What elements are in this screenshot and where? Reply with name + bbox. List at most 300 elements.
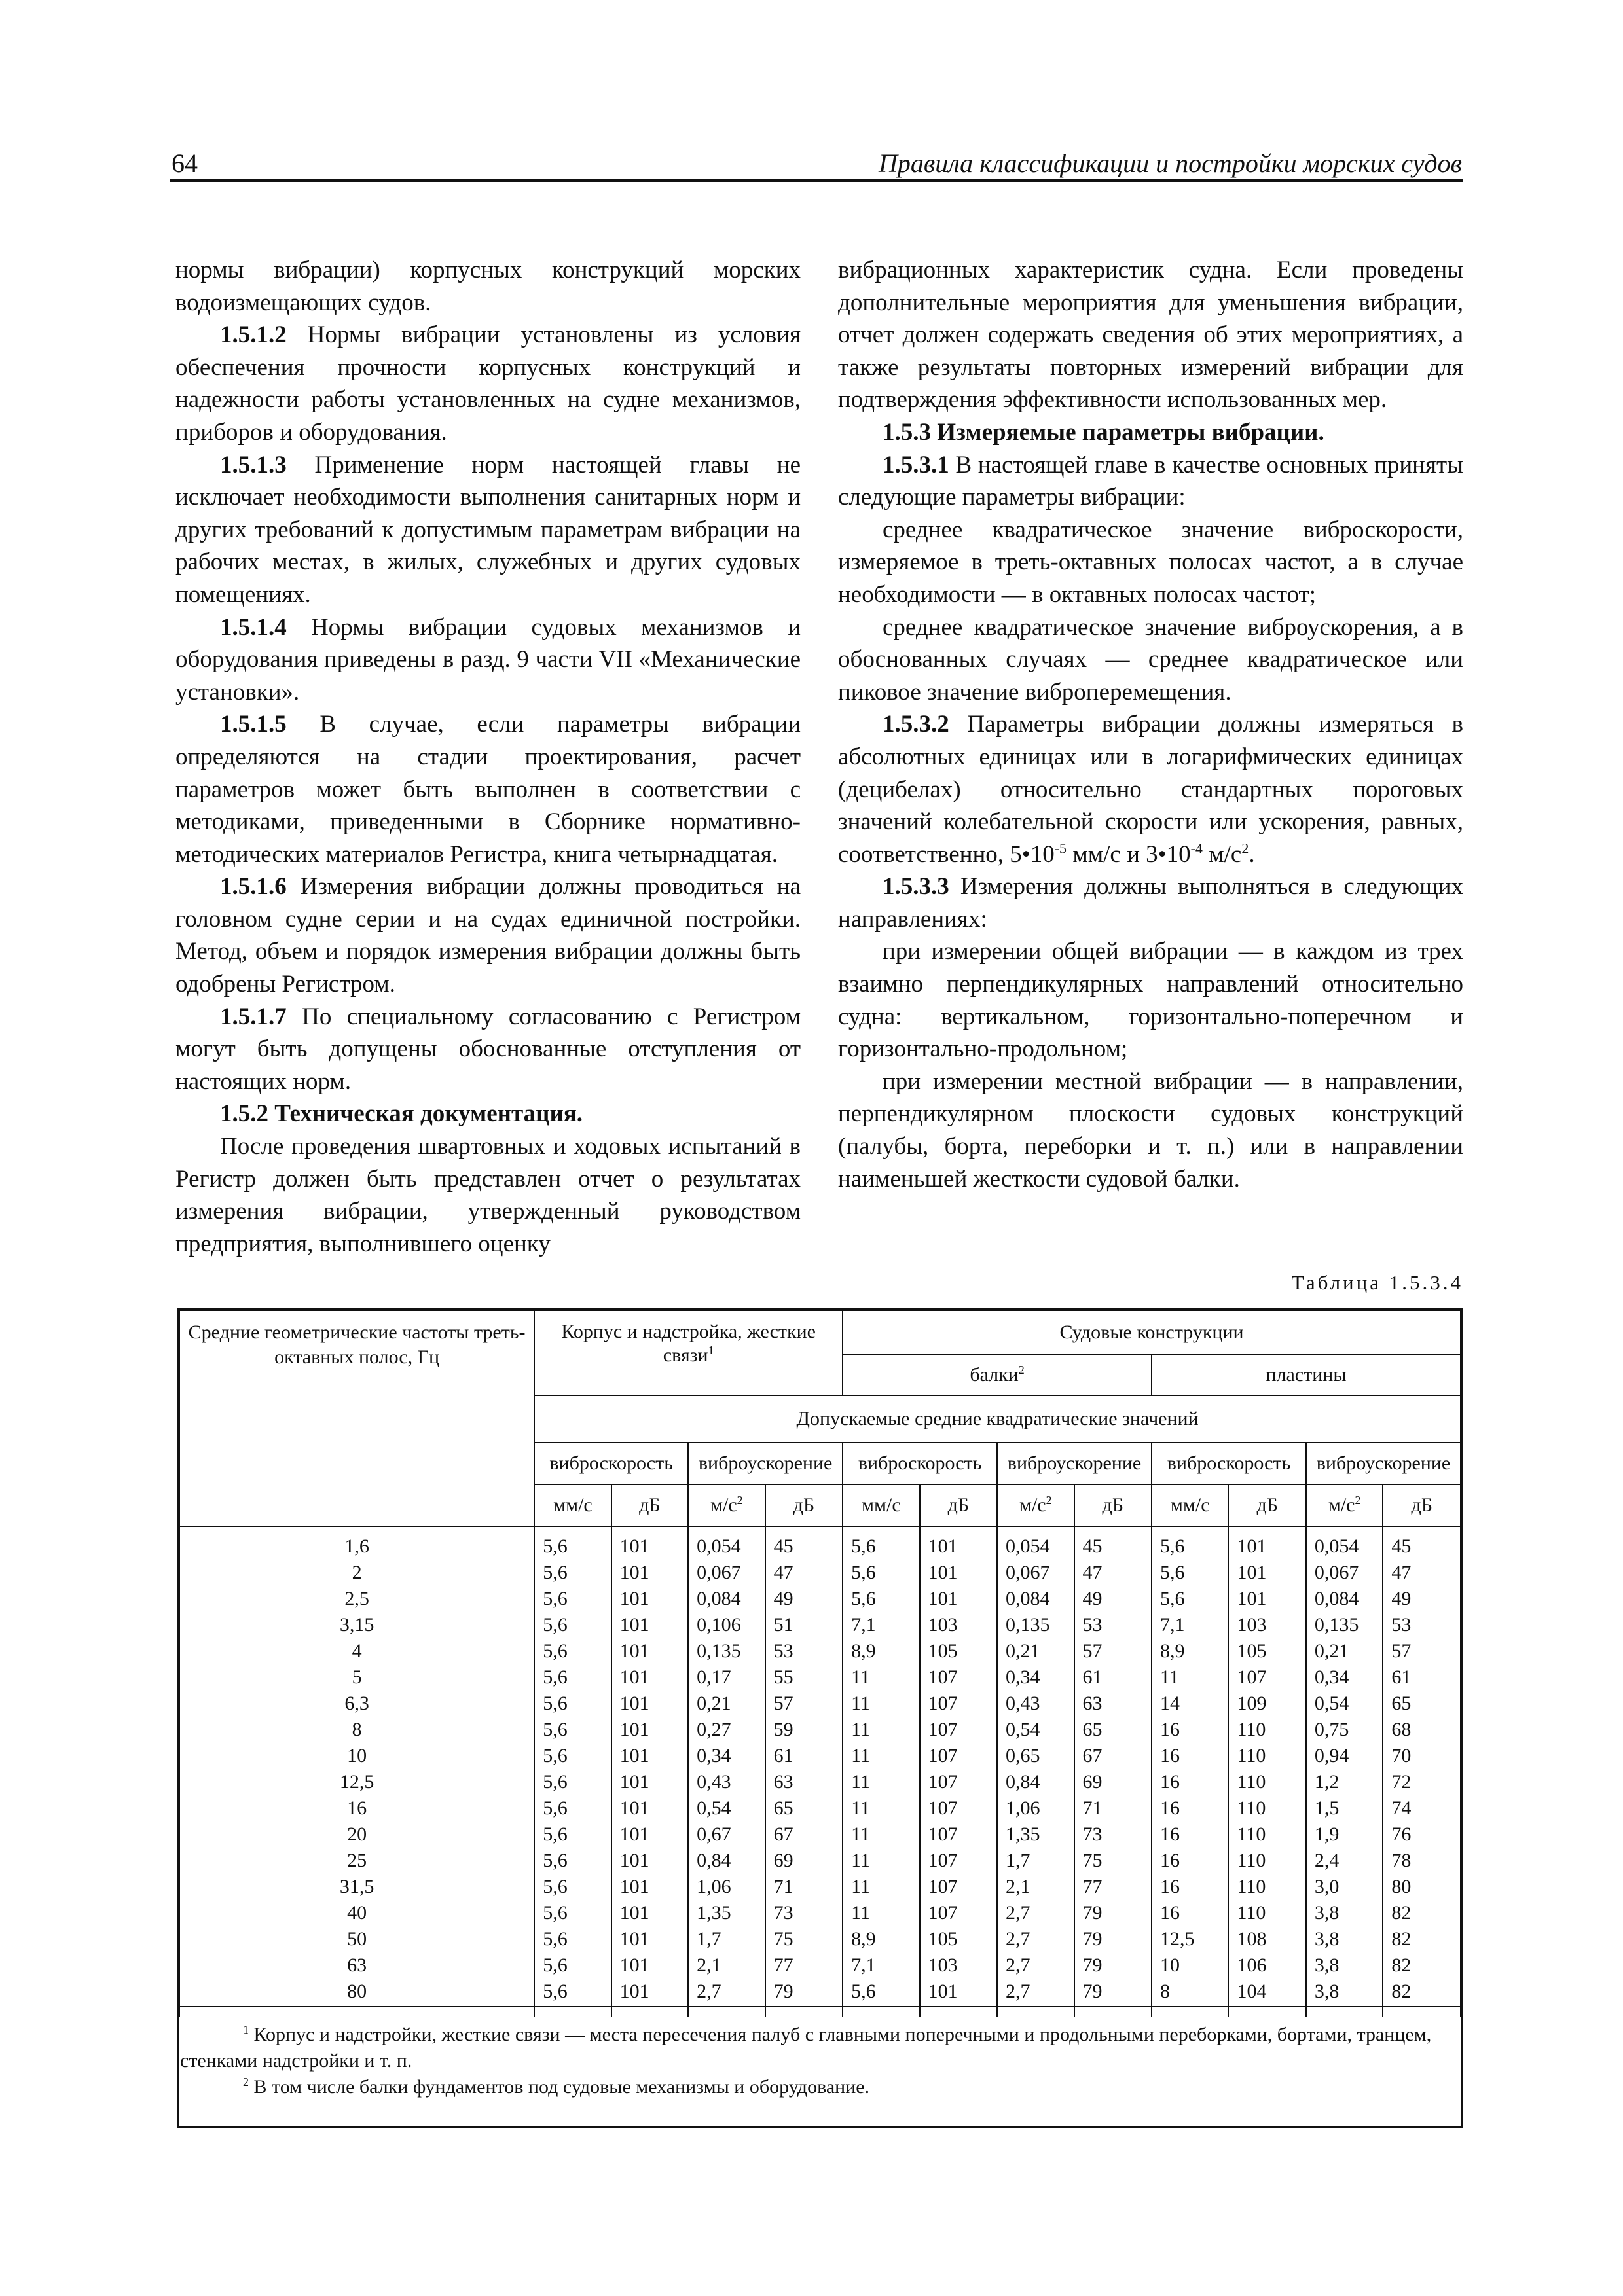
clause-text: По специальному согласованию с Регистром могут быть допущены обоснованные отступления от настоящих норм. [175,1003,801,1095]
value-cell: 11 [843,1769,919,1795]
value-cell: 65 [1383,1691,1461,1717]
paragraph-1-5-1-6 [175,870,801,1000]
value-cell: 80 [1383,1874,1461,1900]
value-cell: 73 [765,1900,843,1926]
exponent: 2 [1241,840,1249,857]
value-cell: 5,6 [534,1952,611,1979]
table-row [179,1769,1461,1795]
table-footnotes [179,2006,1461,2100]
value-cell: 65 [1074,1717,1152,1743]
value-cell: 101 [611,1691,688,1717]
clause-number: 1.5.3.1 [883,451,949,478]
value-cell: 2,7 [997,1979,1074,2017]
value-cell: 65 [765,1795,843,1821]
unit-header: мм/с [843,1484,919,1526]
value-cell: 5,6 [843,1586,919,1612]
value-cell: 78 [1383,1848,1461,1874]
value-cell: 0,067 [997,1560,1074,1586]
value-cell: 63 [1074,1691,1152,1717]
footnote-1 [180,2022,1460,2074]
value-cell: 101 [611,1743,688,1769]
value-cell: 110 [1228,1821,1305,1848]
frequency-cell: 50 [179,1926,534,1952]
value-cell: 11 [843,1848,919,1874]
value-cell: 67 [1074,1743,1152,1769]
value-cell: 74 [1383,1795,1461,1821]
frequency-cell: 8 [179,1717,534,1743]
value-cell: 0,084 [1306,1586,1383,1612]
value-cell: 101 [611,1769,688,1795]
value-cell: 1,06 [688,1874,765,1900]
table-row [179,1874,1461,1900]
value-cell: 107 [920,1717,997,1743]
value-cell: 77 [765,1952,843,1979]
value-cell: 79 [1074,1900,1152,1926]
unit-exponent: 2 [1355,1494,1361,1507]
value-cell: 101 [611,1979,688,2017]
page-number: 64 [172,149,198,178]
value-cell: 76 [1383,1821,1461,1848]
value-cell: 5,6 [534,1717,611,1743]
unit-exponent: 2 [1046,1494,1052,1507]
value-cell: 101 [611,1638,688,1664]
value-cell: 110 [1228,1900,1305,1926]
clause-number: 1.5.1.4 [220,613,287,641]
frequency-cell: 4 [179,1638,534,1664]
footnote-2 [180,2074,1460,2100]
value-cell: 1,7 [997,1848,1074,1874]
paragraph: вибрационных характеристик судна. Если проведены дополнительные мероприятия для уменьшения вибрации, отчет должен содержать сведения об этих мероприятиях, а также результаты повторных измерений вибрации для подтверждения эффективности использованных мер. [838,257,1463,414]
value-cell: 107 [920,1691,997,1717]
value-cell: 16 [1152,1874,1228,1900]
value-cell: 3,8 [1306,1952,1383,1979]
acceleration-header: виброускорение [997,1443,1152,1484]
value-cell: 8 [1152,1979,1228,2017]
paragraph-1-5-1-4 [175,611,801,709]
table-row [179,1717,1461,1743]
value-cell: 53 [1383,1612,1461,1638]
value-cell: 0,054 [997,1526,1074,1560]
value-cell: 47 [765,1560,843,1586]
paragraph-1-5-3-3 [838,870,1463,935]
unit-text: м/с [710,1494,737,1516]
value-cell: 0,75 [1306,1717,1383,1743]
value-cell: 45 [765,1526,843,1560]
value-cell: 5,6 [534,1526,611,1560]
value-cell: 79 [765,1979,843,2017]
value-cell: 0,94 [1306,1743,1383,1769]
value-cell: 5,6 [534,1926,611,1952]
value-cell: 5,6 [1152,1586,1228,1612]
value-cell: 0,135 [997,1612,1074,1638]
clause-number: 1.5.3.2 [883,711,949,738]
value-cell: 107 [920,1821,997,1848]
clause-text: Параметры вибрации должны измеряться в абсолютных единицах или в логарифмических единицах (децибелах) относительно стандартных пороговых значений колебательной скорости или ускорения, равных, соответственно, 5•10 [838,711,1463,868]
velocity-header: виброскорость [1152,1443,1306,1484]
value-cell: 2,1 [997,1874,1074,1900]
value-cell: 55 [765,1664,843,1691]
frequency-cell: 25 [179,1848,534,1874]
value-cell: 101 [611,1717,688,1743]
footnote-text: Корпус и надстройки, жесткие связи — места пересечения палуб с главными поперечными и продольными переборками, бортами, транцем, стенками надстройки и т. п. [180,2024,1432,2072]
value-cell: 106 [1228,1952,1305,1979]
value-cell: 108 [1228,1926,1305,1952]
unit-header: дБ [765,1484,843,1526]
table-row [179,1821,1461,1848]
unit-header: мм/с [1152,1484,1228,1526]
value-cell: 103 [920,1612,997,1638]
value-cell: 5,6 [534,1586,611,1612]
table-row [179,1952,1461,1979]
value-cell: 5,6 [843,1979,919,2017]
value-cell: 11 [843,1874,919,1900]
value-cell: 101 [611,1848,688,1874]
value-cell: 1,7 [688,1926,765,1952]
paragraph-1-5-3-2 [838,708,1463,870]
value-cell: 0,84 [688,1848,765,1874]
clause-text: . [1249,840,1255,868]
table-row [179,1691,1461,1717]
value-cell: 11 [843,1795,919,1821]
value-cell: 5,6 [1152,1560,1228,1586]
value-cell: 82 [1383,1979,1461,2017]
value-cell: 0,084 [688,1586,765,1612]
section-heading-1-5-2 [175,1098,801,1130]
value-cell: 53 [1074,1612,1152,1638]
value-cell: 110 [1228,1769,1305,1795]
value-cell: 57 [1074,1638,1152,1664]
value-cell: 0,54 [688,1795,765,1821]
value-cell: 10 [1152,1952,1228,1979]
value-cell: 101 [611,1612,688,1638]
value-cell: 1,35 [688,1900,765,1926]
value-cell: 11 [843,1900,919,1926]
value-cell: 82 [1383,1952,1461,1979]
value-cell: 53 [765,1638,843,1664]
value-cell: 68 [1383,1717,1461,1743]
value-cell: 8,9 [843,1926,919,1952]
value-cell: 5,6 [843,1526,919,1560]
section-heading-1-5-3 [838,416,1463,449]
table-row [179,1612,1461,1638]
frequency-cell: 2 [179,1560,534,1586]
value-cell: 110 [1228,1848,1305,1874]
value-cell: 14 [1152,1691,1228,1717]
value-cell: 5,6 [534,1560,611,1586]
ship-structures-header: Судовые конструкции [843,1310,1461,1355]
value-cell: 61 [765,1743,843,1769]
value-cell: 0,106 [688,1612,765,1638]
value-cell: 0,34 [997,1664,1074,1691]
value-cell: 101 [611,1586,688,1612]
unit-text: м/с [1019,1494,1046,1516]
clause-number: 1.5.3.3 [883,873,949,901]
value-cell: 1,35 [997,1821,1074,1848]
value-cell: 107 [920,1795,997,1821]
frequency-header: Средние геометрические частоты треть-октавных полос, Гц [179,1310,534,1526]
value-cell: 61 [1074,1664,1152,1691]
value-cell: 63 [765,1769,843,1795]
left-column [175,254,801,1260]
value-cell: 0,43 [997,1691,1074,1717]
paragraph: при измерении местной вибрации — в направлении, перпендикулярном плоскости судовых конструкций (палубы, борта, переборки и т. п.) или в направлении наименьшей жесткости судовой балки. [838,1067,1463,1193]
footnote-ref: 1 [708,1344,714,1357]
value-cell: 11 [843,1664,919,1691]
value-cell: 0,84 [997,1769,1074,1795]
value-cell: 79 [1074,1979,1152,2017]
value-cell: 77 [1074,1874,1152,1900]
frequency-cell: 20 [179,1821,534,1848]
value-cell: 107 [920,1848,997,1874]
footnote-ref: 2 [1018,1363,1025,1376]
running-title: Правила классификации и постройки морских судов [878,149,1462,178]
value-cell: 16 [1152,1717,1228,1743]
value-cell: 101 [1228,1526,1305,1560]
clause-text: Измерения должны выполняться в следующих направлениях: [838,873,1463,933]
value-cell: 8,9 [1152,1638,1228,1664]
heading-text: 1.5.3 Измеряемые параметры вибрации. [883,418,1324,446]
frequency-cell: 40 [179,1900,534,1926]
value-cell: 51 [765,1612,843,1638]
clause-text: Нормы вибрации судовых механизмов и оборудования приведены в разд. 9 части VII «Механические установки». [175,613,801,706]
clause-text: Применение норм настоящей главы не исключает необходимости выполнения санитарных норм и других требований к допустимым параметрам вибрации на рабочих местах, в жилых, служебных и других судовых помещениях. [175,451,801,608]
value-cell: 0,054 [1306,1526,1383,1560]
value-cell: 2,4 [1306,1848,1383,1874]
value-cell: 5,6 [534,1874,611,1900]
value-cell: 79 [1074,1952,1152,1979]
table-row [179,1560,1461,1586]
value-cell: 11 [843,1743,919,1769]
exponent: -4 [1190,840,1203,857]
value-cell: 70 [1383,1743,1461,1769]
table-caption: Таблица 1.5.3.4 [1291,1271,1463,1294]
clause-text: м/с [1202,840,1242,868]
frequency-cell: 12,5 [179,1769,534,1795]
value-cell: 12,5 [1152,1926,1228,1952]
value-cell: 0,17 [688,1664,765,1691]
value-cell: 5,6 [534,1638,611,1664]
paragraph-1-5-1-2 [175,319,801,448]
plates-header: пластины [1152,1355,1461,1395]
value-cell: 69 [1074,1769,1152,1795]
value-cell: 5,6 [843,1560,919,1586]
value-cell: 101 [920,1526,997,1560]
acceleration-header: виброускорение [1306,1443,1461,1484]
value-cell: 0,135 [688,1638,765,1664]
value-cell: 101 [1228,1560,1305,1586]
running-header [170,145,1463,182]
value-cell: 101 [1228,1586,1305,1612]
unit-header [997,1484,1074,1526]
value-cell: 71 [765,1874,843,1900]
value-cell: 75 [765,1926,843,1952]
value-cell: 1,2 [1306,1769,1383,1795]
frequency-cell: 10 [179,1743,534,1769]
value-cell: 0,67 [688,1821,765,1848]
value-cell: 101 [611,1795,688,1821]
heading-text: 1.5.2 Техническая документация. [220,1100,583,1128]
value-cell: 5,6 [534,1769,611,1795]
value-cell: 7,1 [1152,1612,1228,1638]
clause-number: 1.5.1.6 [220,873,287,901]
value-cell: 71 [1074,1795,1152,1821]
value-cell: 0,054 [688,1526,765,1560]
frequency-cell: 1,6 [179,1526,534,1560]
exponent: -5 [1054,840,1067,857]
value-cell: 5,6 [534,1979,611,2017]
paragraph: при измерении общей вибрации — в каждом из трех взаимно перпендикулярных направлений относительно судна: вертикальном, горизонтально-поперечном и горизонтально-продольном; [838,938,1463,1063]
clause-number: 1.5.1.5 [220,711,287,738]
value-cell: 105 [920,1926,997,1952]
value-cell: 11 [843,1691,919,1717]
value-cell: 3,8 [1306,1979,1383,2017]
value-cell: 1,9 [1306,1821,1383,1848]
table-body [179,1526,1461,2017]
value-cell: 16 [1152,1821,1228,1848]
unit-text: м/с [1328,1494,1355,1516]
value-cell: 110 [1228,1795,1305,1821]
value-cell: 11 [1152,1664,1228,1691]
value-cell: 3,8 [1306,1926,1383,1952]
beams-header [843,1355,1152,1395]
value-cell: 101 [611,1926,688,1952]
velocity-header: виброскорость [534,1443,688,1484]
value-cell: 47 [1074,1560,1152,1586]
paragraph: нормы вибрации) корпусных конструкций морских водоизмещающих судов. [175,257,801,316]
value-cell: 2,7 [997,1952,1074,1979]
value-cell: 107 [920,1664,997,1691]
value-cell: 103 [920,1952,997,1979]
value-cell: 107 [920,1769,997,1795]
value-cell: 107 [920,1900,997,1926]
footnote-marker: 2 [243,2075,249,2089]
value-cell: 72 [1383,1769,1461,1795]
frequency-cell: 6,3 [179,1691,534,1717]
table-row [179,1795,1461,1821]
table-row [179,1926,1461,1952]
value-cell: 73 [1074,1821,1152,1848]
value-cell: 5,6 [534,1848,611,1874]
clause-text: Нормы вибрации установлены из условия обеспечения прочности корпусных конструкций и надежности работы установленных на судне механизмов, приборов и оборудования. [175,321,801,446]
value-cell: 7,1 [843,1612,919,1638]
value-cell: 101 [920,1586,997,1612]
hull-header-text: Корпус и надстройка, жесткие связи [561,1321,816,1366]
value-cell: 57 [1383,1638,1461,1664]
value-cell: 110 [1228,1743,1305,1769]
value-cell: 79 [1074,1926,1152,1952]
value-cell: 101 [611,1952,688,1979]
value-cell: 110 [1228,1874,1305,1900]
value-cell: 107 [920,1743,997,1769]
value-cell: 101 [611,1900,688,1926]
value-cell: 0,54 [1306,1691,1383,1717]
table-row [179,1526,1461,1560]
value-cell: 107 [1228,1664,1305,1691]
value-cell: 101 [920,1979,997,2017]
value-cell: 49 [1074,1586,1152,1612]
value-cell: 105 [1228,1638,1305,1664]
paragraph-1-5-3-1 [838,449,1463,514]
value-cell: 75 [1074,1848,1152,1874]
frequency-cell: 5 [179,1664,534,1691]
clause-text: мм/с и 3•10 [1067,840,1191,868]
value-cell: 5,6 [534,1821,611,1848]
footnote-text: В том числе балки фундаментов под судовые механизмы и оборудование. [249,2076,870,2098]
value-cell: 47 [1383,1560,1461,1586]
value-cell: 16 [1152,1743,1228,1769]
acceleration-header: виброускорение [688,1443,843,1484]
frequency-cell: 31,5 [179,1874,534,1900]
table-frame [177,1308,1463,2128]
value-cell: 2,7 [688,1979,765,2017]
value-cell: 0,21 [688,1691,765,1717]
value-cell: 49 [1383,1586,1461,1612]
value-cell: 0,21 [1306,1638,1383,1664]
value-cell: 3,0 [1306,1874,1383,1900]
value-cell: 0,084 [997,1586,1074,1612]
table-row [179,1848,1461,1874]
value-cell: 45 [1383,1526,1461,1560]
value-cell: 0,135 [1306,1612,1383,1638]
value-cell: 3,8 [1306,1900,1383,1926]
value-cell: 101 [920,1560,997,1586]
value-cell: 1,06 [997,1795,1074,1821]
frequency-cell: 2,5 [179,1586,534,1612]
value-cell: 109 [1228,1691,1305,1717]
unit-header: дБ [1228,1484,1305,1526]
value-cell: 101 [611,1821,688,1848]
value-cell: 101 [611,1560,688,1586]
value-cell: 8,9 [843,1638,919,1664]
table-row [179,1586,1461,1612]
unit-header: дБ [1074,1484,1152,1526]
value-cell: 101 [611,1526,688,1560]
value-cell: 5,6 [534,1900,611,1926]
value-cell: 0,54 [997,1717,1074,1743]
unit-header: мм/с [534,1484,611,1526]
value-cell: 101 [611,1664,688,1691]
value-cell: 5,6 [534,1691,611,1717]
clause-number: 1.5.1.3 [220,451,287,478]
value-cell: 16 [1152,1848,1228,1874]
value-cell: 104 [1228,1979,1305,2017]
value-cell: 0,65 [997,1743,1074,1769]
frequency-cell: 3,15 [179,1612,534,1638]
unit-header: дБ [1383,1484,1461,1526]
value-cell: 0,21 [997,1638,1074,1664]
paragraph-1-5-1-3 [175,449,801,611]
frequency-cell: 16 [179,1795,534,1821]
value-cell: 103 [1228,1612,1305,1638]
value-cell: 2,7 [997,1900,1074,1926]
value-cell: 5,6 [534,1612,611,1638]
value-cell: 11 [843,1717,919,1743]
value-cell: 69 [765,1848,843,1874]
paragraph: среднее квадратическое значение виброускорения, а в обоснованных случаях — среднее квадратическое или пиковое значение виброперемещения. [838,613,1463,706]
value-cell: 82 [1383,1900,1461,1926]
paragraph: После проведения швартовных и ходовых испытаний в Регистр должен быть представлен отчет о результатах измерения вибрации, утвержденный руководством предприятия, выполнившего оценку [175,1133,801,1257]
table-row [179,1743,1461,1769]
clause-number: 1.5.1.7 [220,1003,287,1030]
value-cell: 7,1 [843,1952,919,1979]
unit-header: дБ [611,1484,688,1526]
unit-exponent: 2 [737,1494,743,1507]
value-cell: 5,6 [534,1664,611,1691]
paragraph: среднее квадратическое значение виброскорости, измеряемое в треть-октавных полосах частот, а в случае необходимости — в октавных полосах частот; [838,516,1463,608]
value-cell: 59 [765,1717,843,1743]
value-cell: 105 [920,1638,997,1664]
value-cell: 61 [1383,1664,1461,1691]
